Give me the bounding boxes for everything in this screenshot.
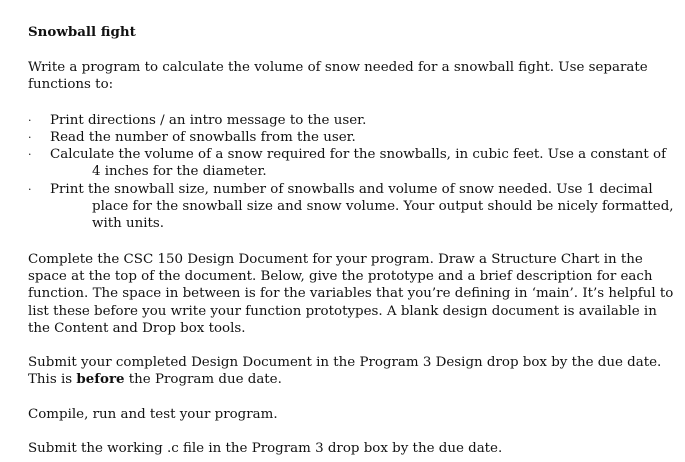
bullet-icon: · <box>28 182 32 196</box>
task-list <box>28 112 678 233</box>
list-item <box>28 146 678 181</box>
submit-design-paragraph <box>28 354 678 389</box>
list-item-text: Print the snowball size, number of snowballs and volume of snow needed. Use 1 decimal place for the snowball size and snow volume. Your output should be nicely formatted, with units. <box>50 181 674 232</box>
list-item-text: Print directions / an intro message to the user. <box>50 112 367 128</box>
list-item <box>28 129 678 146</box>
submit-design-line: Submit your completed Design Document in the Program 3 Design drop box by the due date. <box>28 355 662 371</box>
document-title: Snowball fight <box>28 24 136 40</box>
final-submit-paragraph: Submit the working .c file in the Program 3 drop box by the due date. <box>28 441 503 457</box>
bullet-icon: · <box>28 113 32 127</box>
submit-design-pre: This is <box>28 372 77 388</box>
list-item <box>28 112 678 129</box>
emphasis-before: before <box>76 371 125 388</box>
document-page <box>28 24 678 457</box>
submit-design-post: the Program due date. <box>124 372 282 388</box>
intro-paragraph: Write a program to calculate the volume of snow needed for a snowball fight. Use separate functions to: <box>28 60 648 93</box>
bullet-icon: · <box>28 130 32 144</box>
list-item-text: Calculate the volume of a snow required for the snowballs, in cubic feet. Use a constant of 4 inches for the diameter. <box>50 147 667 180</box>
list-item <box>28 181 678 233</box>
compile-paragraph: Compile, run and test your program. <box>28 406 278 422</box>
bullet-icon: · <box>28 148 32 162</box>
list-item-text: Read the number of snowballs from the user. <box>50 129 356 145</box>
design-document-paragraph: Complete the CSC 150 Design Document for your program. Draw a Structure Chart in the space at the top of the document. Below, give the prototype and a brief description for each function. The space in between is for the variables that you’re defining in ‘main’. It’s helpful to list these before you write your function prototypes. A blank design document is available in the Content and Drop box tools. <box>28 251 674 336</box>
